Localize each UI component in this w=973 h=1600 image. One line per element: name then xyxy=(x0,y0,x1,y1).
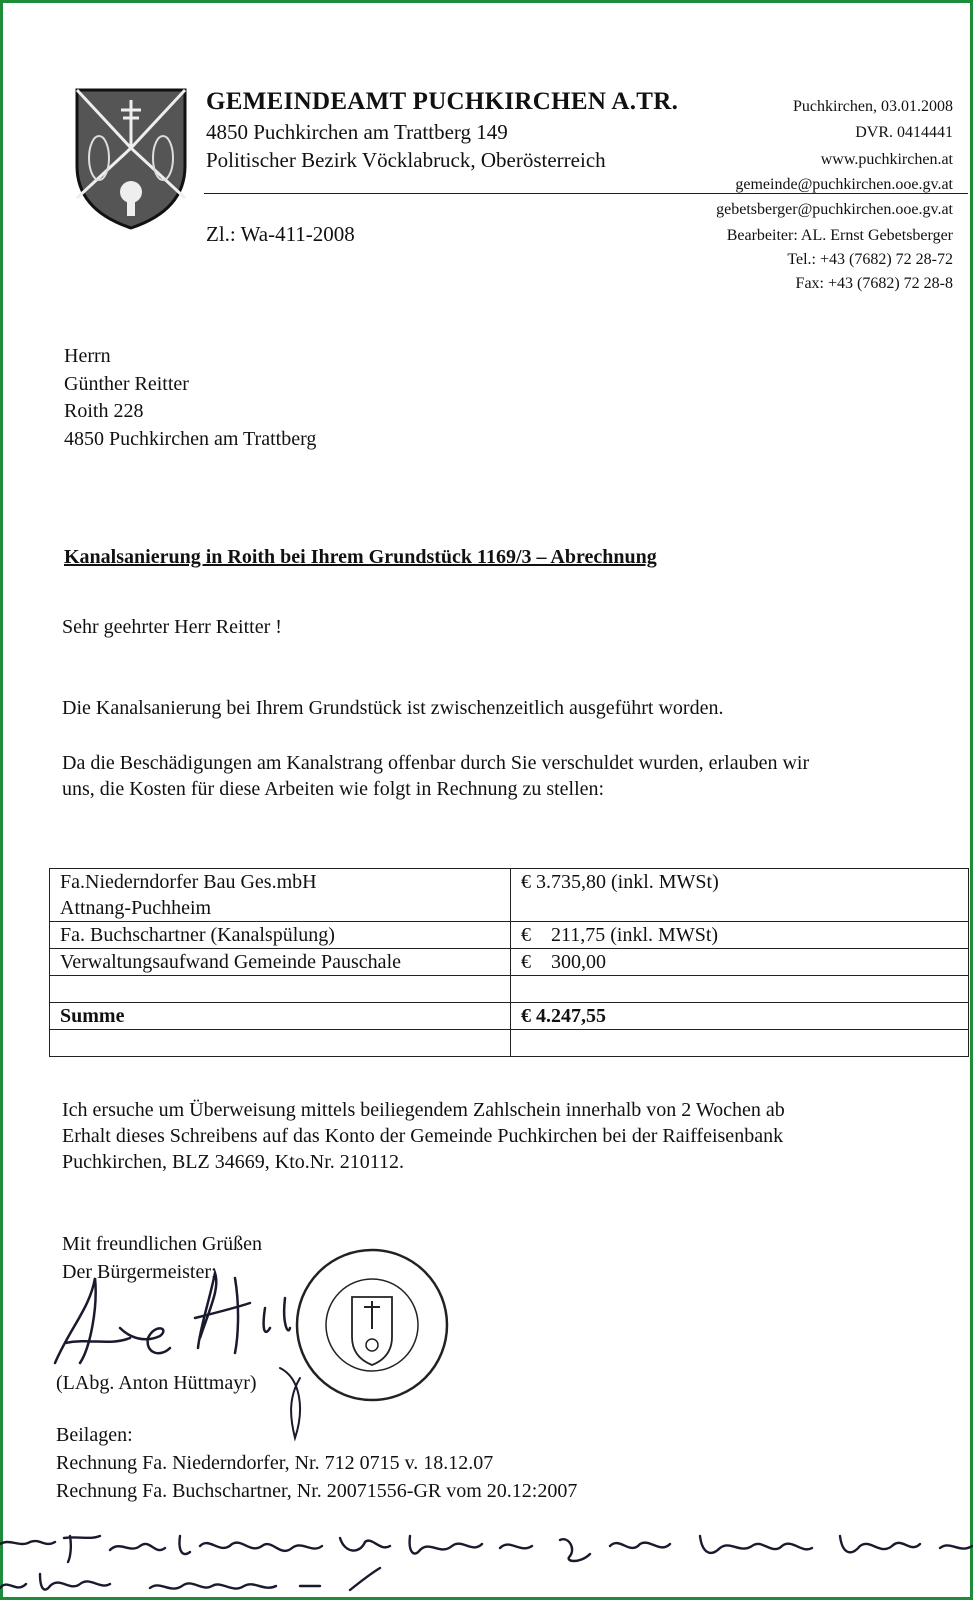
enclosure-item: Rechnung Fa. Buchschartner, Nr. 20071556-GR vom 20.12:2007 xyxy=(56,1480,578,1502)
closing: Mit freundlichen Grüßen xyxy=(62,1233,262,1255)
cost-description: Fa. Buchschartner (Kanalspülung) xyxy=(50,922,511,949)
payment-line-1: Ich ersuche um Überweisung mittels beiliegendem Zahlschein innerhalb von 2 Wochen ab xyxy=(62,1099,785,1121)
enclosure-item: Rechnung Fa. Niederndorfer, Nr. 712 0715 v. 18.12.07 xyxy=(56,1452,494,1474)
organization-address: 4850 Puchkirchen am Trattberg 149 xyxy=(206,120,508,144)
paragraph-liability-line-2: uns, die Kosten für diese Arbeiten wie folgt in Rechnung zu stellen: xyxy=(62,778,605,800)
cost-description: Fa.Niederndorfer Bau Ges.mbH xyxy=(60,871,317,893)
signatory-title: Der Bürgermeister: xyxy=(62,1261,217,1283)
table-row-total xyxy=(50,1003,969,1030)
signatory-name: (LAbg. Anton Hüttmayr) xyxy=(56,1372,257,1394)
table-row xyxy=(50,922,969,949)
letter-subject: Kanalsanierung in Roith bei Ihrem Grundstück 1169/3 – Abrechnung xyxy=(64,546,657,568)
enclosures-label: Beilagen: xyxy=(56,1424,133,1446)
municipal-coat-of-arms xyxy=(75,88,187,230)
recipient-salutation: Herrn xyxy=(64,345,111,367)
cost-description-sub: Attnang-Puchheim xyxy=(60,897,212,919)
cost-amount: € 211,75 (inkl. MWSt) xyxy=(511,922,969,949)
handwritten-note xyxy=(0,1528,973,1600)
cost-table xyxy=(49,868,969,1057)
cost-amount: € 300,00 xyxy=(511,949,969,976)
total-label: Summe xyxy=(50,1003,511,1030)
recipient-name: Günther Reitter xyxy=(64,373,189,395)
table-row xyxy=(50,976,969,1003)
empty-cell xyxy=(50,1030,511,1057)
table-cell xyxy=(50,869,511,922)
cost-amount: € 3.735,80 (inkl. MWSt) xyxy=(511,869,969,922)
table-row xyxy=(50,869,969,922)
reference-number: Zl.: Wa-411-2008 xyxy=(206,222,355,246)
payment-line-3: Puchkirchen, BLZ 34669, Kto.Nr. 210112. xyxy=(62,1151,405,1173)
paragraph-completed: Die Kanalsanierung bei Ihrem Grundstück ist zwischenzeitlich ausgeführt worden. xyxy=(62,697,724,719)
organization-name: GEMEINDEAMT PUCHKIRCHEN A.TR. xyxy=(206,88,679,115)
greeting: Sehr geehrter Herr Reitter ! xyxy=(62,616,282,638)
empty-cell xyxy=(511,1030,969,1057)
recipient-street: Roith 228 xyxy=(64,400,144,422)
total-amount: € 4.247,55 xyxy=(511,1003,969,1030)
organization-district: Politischer Bezirk Vöcklabruck, Oberösterreich xyxy=(206,148,606,172)
phone: Tel.: +43 (7682) 72 28-72 xyxy=(787,251,953,268)
paragraph-liability-line-1: Da die Beschädigungen am Kanalstrang offenbar durch Sie verschuldet wurden, erlauben wir xyxy=(62,752,810,774)
fax: Fax: +43 (7682) 72 28-8 xyxy=(795,275,953,292)
email-office: gemeinde@puchkirchen.ooe.gv.at xyxy=(735,176,953,193)
place-date: Puchkirchen, 03.01.2008 xyxy=(793,98,953,115)
mayor-signature xyxy=(50,1268,350,1443)
empty-cell xyxy=(511,976,969,1003)
table-row xyxy=(50,1030,969,1057)
payment-line-2: Erhalt dieses Schreibens auf das Konto der Gemeinde Puchkirchen bei der Raiffeisenbank xyxy=(62,1125,784,1147)
recipient-city: 4850 Puchkirchen am Trattberg xyxy=(64,428,317,450)
dvr-number: DVR. 0414441 xyxy=(855,124,953,141)
website: www.puchkirchen.at xyxy=(820,151,953,168)
table-row xyxy=(50,949,969,976)
clerk-name: Bearbeiter: AL. Ernst Gebetsberger xyxy=(726,227,953,244)
empty-cell xyxy=(50,976,511,1003)
email-clerk: gebetsberger@puchkirchen.ooe.gv.at xyxy=(716,201,953,218)
cost-description: Verwaltungsaufwand Gemeinde Pauschale xyxy=(50,949,511,976)
